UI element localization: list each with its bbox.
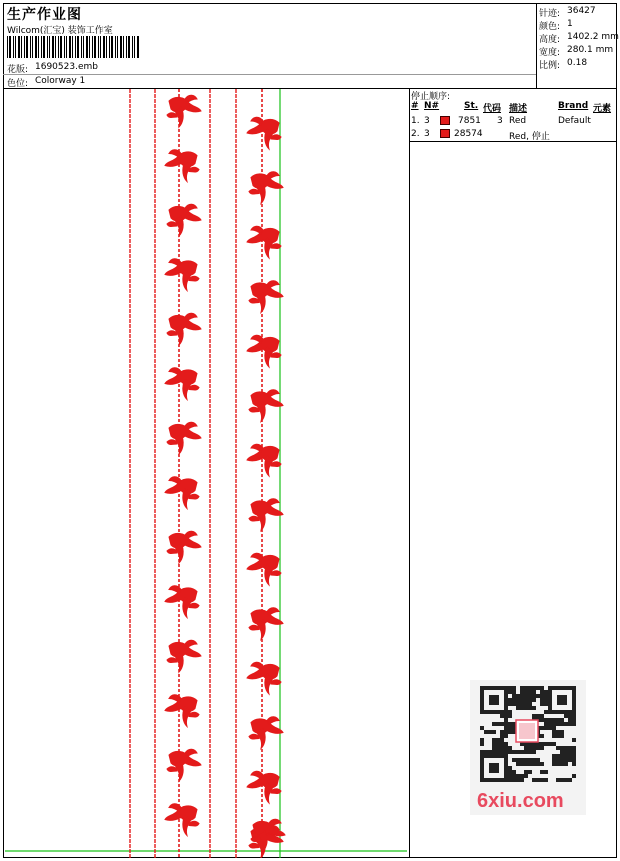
stop-sequence-title: 停止顺序:	[411, 92, 451, 102]
row2-num: 2.	[411, 129, 420, 139]
embroidery-motif	[247, 117, 281, 149]
col-element: 元素	[593, 104, 612, 114]
embroidery-motif	[167, 749, 201, 781]
row1-n: 3	[424, 116, 430, 126]
row1-num: 1.	[411, 116, 420, 126]
embroidery-motif	[167, 531, 201, 563]
row2-stitches: 28574	[454, 129, 483, 139]
scale-label: 比例:	[539, 61, 561, 71]
embroidery-motif	[165, 259, 199, 291]
height-label: 高度:	[539, 35, 561, 45]
col-brand: Brand	[558, 101, 589, 111]
col-description: 描述	[509, 104, 528, 114]
colorway-separator	[3, 74, 536, 75]
colors-value: 1	[567, 19, 573, 29]
height-value: 1402.2 mm	[567, 32, 619, 42]
embroidery-motif	[247, 226, 281, 258]
col-stitches: St.	[464, 101, 479, 111]
colorway-value: Colorway 1	[35, 76, 86, 86]
embroidery-motif	[249, 172, 283, 204]
width-value: 280.1 mm	[567, 45, 614, 55]
qr-code-icon	[470, 680, 586, 790]
row1-color-swatch	[440, 116, 450, 125]
row2-description: Red, 停止	[509, 132, 550, 142]
barcode	[7, 36, 140, 58]
page-title: 生产作业图	[7, 7, 82, 23]
embroidery-motif	[167, 313, 201, 345]
col-n: N#	[424, 101, 440, 111]
design-file: 1690523.emb	[35, 62, 98, 72]
stitches-label: 针迹:	[539, 9, 561, 19]
embroidery-motif	[249, 608, 283, 640]
scale-value: 0.18	[567, 58, 588, 68]
row1-brand: Default	[558, 116, 591, 126]
embroidery-motif	[247, 335, 281, 367]
embroidery-motif	[249, 717, 283, 749]
row1-code: 3	[497, 116, 503, 126]
stitches-value: 36427	[567, 6, 596, 16]
embroidery-motif	[165, 368, 199, 400]
embroidery-motif	[165, 695, 199, 727]
embroidery-motif	[167, 95, 201, 127]
embroidery-motif	[247, 444, 281, 476]
header-divider	[536, 3, 537, 89]
row2-n: 3	[424, 129, 430, 139]
embroidery-motif	[165, 150, 199, 182]
embroidery-preview	[5, 89, 409, 858]
company-name: Wilcom(汇宝) 装饰工作室	[7, 26, 113, 36]
design-label: 花版:	[7, 65, 29, 75]
width-label: 宽度:	[539, 48, 561, 58]
embroidery-motif	[167, 422, 201, 454]
embroidery-motif	[247, 553, 281, 585]
embroidery-motif	[167, 640, 201, 672]
embroidery-motif	[165, 804, 199, 836]
col-num: #	[411, 101, 419, 111]
embroidery-motif	[167, 204, 201, 236]
embroidery-motif	[247, 771, 281, 803]
row2-color-swatch	[440, 129, 450, 138]
watermark-text: 6xiu.com	[477, 790, 564, 812]
row1-stitches: 7851	[458, 116, 481, 126]
embroidery-motif	[249, 281, 283, 313]
colors-label: 颜色:	[539, 22, 561, 32]
panel-divider	[409, 88, 410, 858]
embroidery-motif	[165, 586, 199, 618]
embroidery-motif	[249, 499, 283, 531]
embroidery-motif	[249, 390, 283, 422]
embroidery-motif	[165, 477, 199, 509]
colorway-label: 色位:	[7, 79, 29, 89]
embroidery-motif	[247, 662, 281, 694]
col-code: 代码	[483, 104, 502, 114]
row1-description: Red	[509, 116, 527, 126]
